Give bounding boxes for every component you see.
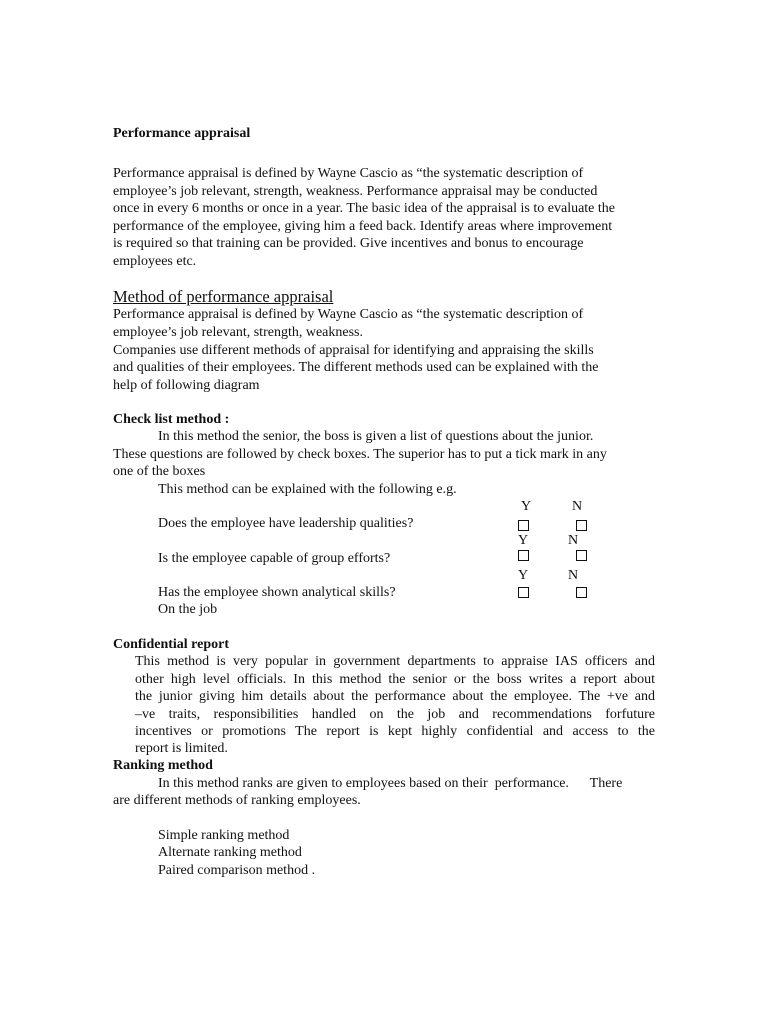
yes-label: Y <box>518 568 529 583</box>
intro-line: performance of the employee, giving him a feed back. Identify areas where improvement <box>113 219 613 234</box>
confidential-line: This method is very popular in government departments to appraise IAS officers and <box>135 654 655 669</box>
checklist-question: Has the employee shown analytical skills? <box>158 585 396 600</box>
ranking-method-item: Simple ranking method <box>158 828 290 843</box>
page-title: Performance appraisal <box>113 126 251 141</box>
yes-checkbox[interactable] <box>518 587 529 598</box>
intro-line: Performance appraisal is defined by Wayne Cascio as “the systematic description of <box>113 166 584 181</box>
checklist-para-line: one of the boxes <box>113 464 206 479</box>
method-line: employee’s job relevant, strength, weakness. <box>113 325 363 340</box>
no-label: N <box>572 499 583 514</box>
ranking-method-item: Alternate ranking method <box>158 845 302 860</box>
section-heading-confidential: Confidential report <box>113 637 230 652</box>
intro-line: once in every 6 months or once in a year. The basic idea of the appraisal is to evaluate the <box>113 201 616 216</box>
confidential-line: the junior giving him details about the performance about the employee. The +ve and <box>135 689 655 704</box>
no-label: N <box>568 568 579 583</box>
yes-checkbox[interactable] <box>518 520 529 531</box>
method-line: Companies use different methods of appraisal for identifying and appraising the skills <box>113 343 594 358</box>
ranking-para-line: In this method ranks are given to employees based on their performance. There <box>158 776 623 791</box>
no-checkbox[interactable] <box>576 550 587 561</box>
checklist-question: Is the employee capable of group efforts? <box>158 551 391 566</box>
method-line: and qualities of their employees. The different methods used can be explained with the <box>113 360 599 375</box>
checklist-trailing-line: On the job <box>158 602 218 617</box>
method-line: Performance appraisal is defined by Wayne Cascio as “the systematic description of <box>113 307 584 322</box>
confidential-line: –ve traits, responsibilities handled on the job and recommendations forfuture <box>135 707 655 722</box>
confidential-line: incentives or promotions The report is kept highly confidential and access to the <box>135 724 655 739</box>
section-heading-ranking: Ranking method <box>113 758 213 773</box>
intro-line: is required so that training can be provided. Give incentives and bonus to encourage <box>113 236 584 251</box>
ranking-para-line: are different methods of ranking employees. <box>113 793 361 808</box>
confidential-line: other high level officials. In this method the senior or the boss writes a report about <box>135 672 655 687</box>
checklist-para-line: In this method the senior, the boss is given a list of questions about the junior. <box>158 429 594 444</box>
section-heading-method: Method of performance appraisal <box>113 287 334 306</box>
no-checkbox[interactable] <box>576 520 587 531</box>
confidential-line: report is limited. <box>135 741 228 756</box>
no-checkbox[interactable] <box>576 587 587 598</box>
checklist-example-line: This method can be explained with the following e.g. <box>158 482 457 497</box>
intro-line: employees etc. <box>113 254 197 269</box>
intro-line: employee’s job relevant, strength, weakness. Performance appraisal may be conducted <box>113 184 598 199</box>
yes-label: Y <box>521 499 532 514</box>
no-label: N <box>568 533 579 548</box>
checklist-question: Does the employee have leadership qualities? <box>158 516 414 531</box>
ranking-method-item: Paired comparison method . <box>158 863 316 878</box>
checklist-para-line: These questions are followed by check boxes. The superior has to put a tick mark in any <box>113 447 607 462</box>
yes-checkbox[interactable] <box>518 550 529 561</box>
method-line: help of following diagram <box>113 378 260 393</box>
section-heading-checklist: Check list method : <box>113 412 230 427</box>
yes-label: Y <box>518 533 529 548</box>
